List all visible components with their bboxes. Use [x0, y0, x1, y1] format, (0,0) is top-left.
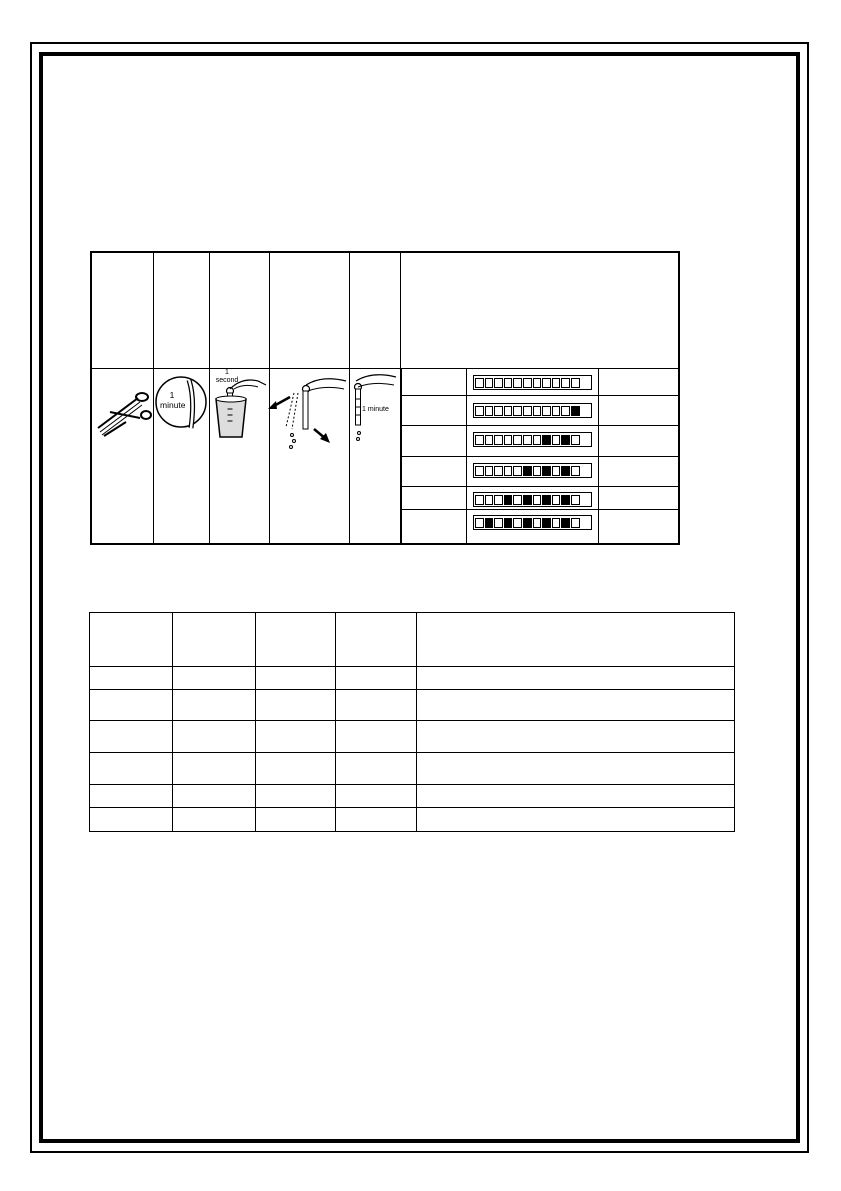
strip-pad — [504, 495, 513, 505]
table-cell — [255, 785, 335, 808]
table-cell — [417, 753, 735, 785]
strip-pad — [485, 435, 494, 445]
strip-pad — [494, 495, 503, 505]
strip-pad — [523, 466, 532, 476]
table-cell — [335, 667, 417, 690]
test-strip-1 — [473, 375, 592, 390]
strip-pad — [494, 406, 503, 416]
table-cell — [172, 721, 255, 753]
strip-pad — [475, 406, 484, 416]
table-row — [90, 721, 735, 753]
strip-pad — [494, 518, 503, 528]
strip-pad — [504, 466, 513, 476]
strip-pad — [561, 495, 570, 505]
strip-pad — [475, 435, 484, 445]
scissors-icon — [96, 388, 152, 438]
table-cell — [335, 690, 417, 721]
table-cell — [172, 690, 255, 721]
table-cell — [335, 808, 417, 832]
strip-pad — [542, 406, 551, 416]
strip-pad — [513, 466, 522, 476]
strip-pad — [523, 378, 532, 388]
table-row — [90, 808, 735, 832]
strip-pad — [571, 435, 580, 445]
strip-pad — [552, 495, 561, 505]
instruction-panel — [90, 251, 680, 545]
shake-strip-icon — [262, 371, 348, 461]
strip-pad — [552, 435, 561, 445]
step5-time-label: 1 minute — [362, 406, 389, 413]
table-cell — [90, 785, 173, 808]
strip-pad — [494, 378, 503, 388]
table-cell — [335, 613, 417, 667]
table-cell — [335, 721, 417, 753]
table-cell — [90, 690, 173, 721]
strip-pad — [494, 466, 503, 476]
table-cell — [417, 613, 735, 667]
table-row — [90, 753, 735, 785]
table-cell — [417, 690, 735, 721]
table-cell — [90, 613, 173, 667]
strip-pad — [523, 406, 532, 416]
strip-pad — [542, 435, 551, 445]
table-cell — [255, 721, 335, 753]
strip-pad — [571, 378, 580, 388]
test-strip-5 — [473, 492, 592, 507]
table-cell — [255, 667, 335, 690]
table-cell — [417, 667, 735, 690]
strip-pad — [523, 518, 532, 528]
strip-pad — [571, 406, 580, 416]
table-cell — [172, 753, 255, 785]
strip-pad — [513, 495, 522, 505]
page-border-inner — [39, 52, 800, 1143]
strip-pad — [552, 378, 561, 388]
strip-pad — [513, 518, 522, 528]
step3-time-label: 1 second — [215, 369, 239, 384]
strip-pad — [504, 518, 513, 528]
strip-pad — [523, 495, 532, 505]
strip-pad — [542, 518, 551, 528]
table-cell — [172, 613, 255, 667]
table-cell — [417, 785, 735, 808]
strip-pad — [475, 518, 484, 528]
strip-pad — [513, 406, 522, 416]
strip-pad — [475, 378, 484, 388]
strip-pad — [494, 435, 503, 445]
table-cell — [90, 753, 173, 785]
table-cell — [255, 613, 335, 667]
results-table — [89, 612, 735, 832]
table-cell — [335, 785, 417, 808]
strip-pad — [561, 435, 570, 445]
strip-pad — [523, 435, 532, 445]
strip-pad — [561, 378, 570, 388]
strip-pad — [504, 406, 513, 416]
table-header-row — [90, 613, 735, 667]
table-cell — [90, 721, 173, 753]
strip-pad — [561, 518, 570, 528]
strip-pad — [485, 466, 494, 476]
table-cell — [417, 808, 735, 832]
strip-pad — [533, 518, 542, 528]
table-cell — [255, 690, 335, 721]
table-cell — [172, 667, 255, 690]
table-cell — [172, 808, 255, 832]
strip-pad — [475, 495, 484, 505]
strip-pad — [485, 495, 494, 505]
strip-pad — [542, 378, 551, 388]
strip-pad — [542, 495, 551, 505]
table-row — [90, 690, 735, 721]
strip-pad — [513, 378, 522, 388]
strip-pad — [533, 435, 542, 445]
strip-pad — [571, 518, 580, 528]
strip-pad — [485, 378, 494, 388]
table-cell — [90, 667, 173, 690]
hold-strip-icon — [350, 371, 398, 457]
strip-pad — [504, 378, 513, 388]
strip-pad — [552, 518, 561, 528]
test-strip-3 — [473, 432, 592, 447]
strip-pad — [533, 378, 542, 388]
test-strip-4 — [473, 463, 592, 478]
strip-pad — [533, 466, 542, 476]
strip-pad — [485, 406, 494, 416]
strip-pad — [561, 466, 570, 476]
strip-pad — [533, 495, 542, 505]
table-cell — [172, 785, 255, 808]
strip-pad — [475, 466, 484, 476]
strip-pad — [552, 406, 561, 416]
divider — [209, 253, 210, 543]
strip-pad — [533, 406, 542, 416]
strip-pad — [561, 406, 570, 416]
strip-pad — [571, 466, 580, 476]
table-cell — [255, 753, 335, 785]
table-row — [90, 785, 735, 808]
test-strip-2 — [473, 403, 592, 418]
table-cell — [255, 808, 335, 832]
strip-pad — [513, 435, 522, 445]
dip-cup-icon — [212, 371, 268, 445]
test-strip-6 — [473, 515, 592, 530]
strip-pad — [504, 435, 513, 445]
strip-pad — [552, 466, 561, 476]
table-cell — [90, 808, 173, 832]
strip-pad — [571, 495, 580, 505]
divider — [153, 253, 154, 543]
step2-time-label: 1 minute — [160, 390, 186, 410]
table-cell — [417, 721, 735, 753]
strip-pad — [542, 466, 551, 476]
table-row — [90, 667, 735, 690]
table-cell — [335, 753, 417, 785]
strip-pad — [485, 518, 494, 528]
